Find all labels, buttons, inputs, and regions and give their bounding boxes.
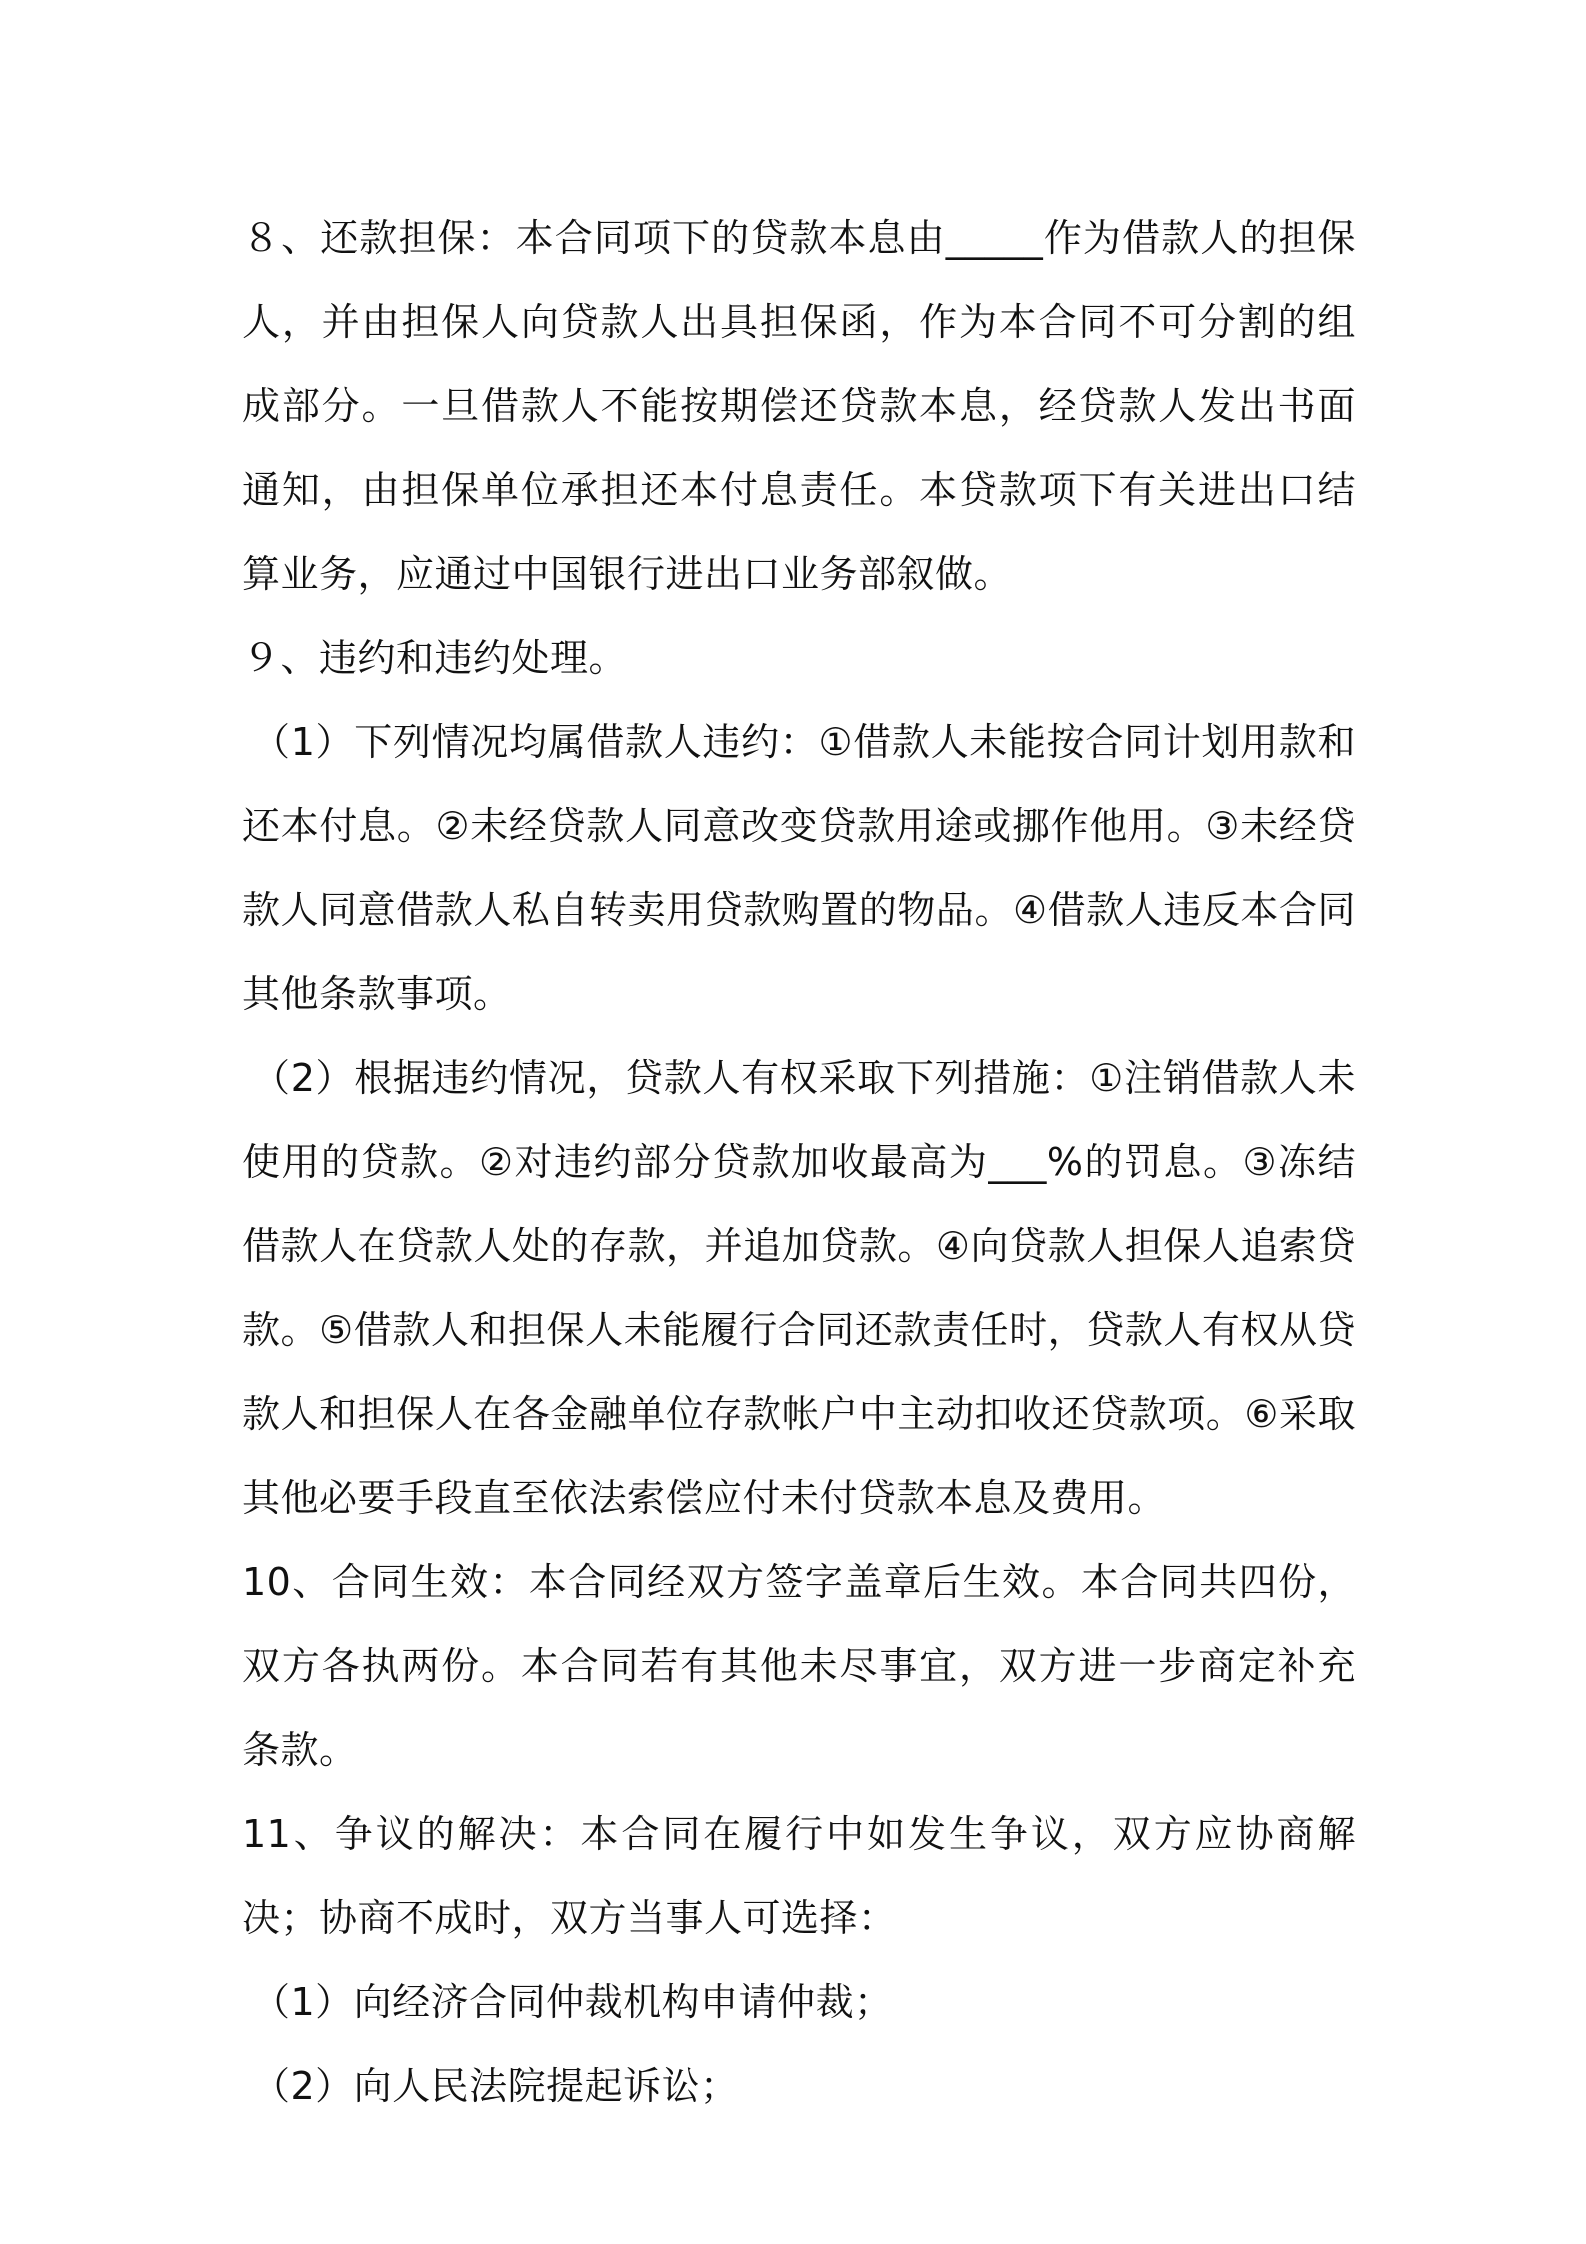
document-body (242, 196, 1356, 2128)
clause-8-repayment-guarantee: ８、还款担保：本合同项下的贷款本息由_____作为借款人的担保人，并由担保人向贷款人出具担保函，作为本合同不可分割的组成部分。一旦借款人不能按期偿还贷款本息，经贷款人发出书面通知，由担保单位承担还本付息责任。本贷款项下有关进出口结算业务，应通过中国银行进出口业务部叙做。 (242, 216, 1356, 596)
clause-9-2-breach-measures: （2）根据违约情况，贷款人有权采取下列措施：①注销借款人未使用的贷款。②对违约部分贷款加收最高为___%的罚息。③冻结借款人在贷款人处的存款，并追加贷款。④向贷款人担保人追索贷款。⑤借款人和担保人未能履行合同还款责任时，贷款人有权从贷款人和担保人在各金融单位存款帐户中主动扣收还贷款项。⑥采取其他必要手段直至依法索偿应付未付贷款本息及费用。 (242, 1056, 1356, 1520)
clause-11-option-litigation: （2）向人民法院提起诉讼； (252, 2064, 739, 2108)
clause-9-breach-heading: ９、违约和违约处理。 (242, 636, 628, 680)
clause-11-dispute-resolution: 11、争议的解决：本合同在履行中如发生争议，双方应协商解决；协商不成时，双方当事人可选择： (242, 1812, 1356, 1940)
clause-11-option-arbitration: （1）向经济合同仲裁机构申请仲裁； (252, 1980, 893, 2024)
clause-10-contract-effectiveness: 10、合同生效：本合同经双方签字盖章后生效。本合同共四份，双方各执两份。本合同若有其他未尽事宜，双方进一步商定补充条款。 (242, 1560, 1356, 1772)
clause-9-1-breach-cases: （1）下列情况均属借款人违约：①借款人未能按合同计划用款和还本付息。②未经贷款人同意改变贷款用途或挪作他用。③未经贷款人同意借款人私自转卖用贷款购置的物品。④借款人违反本合同其他条款事项。 (242, 720, 1356, 1016)
